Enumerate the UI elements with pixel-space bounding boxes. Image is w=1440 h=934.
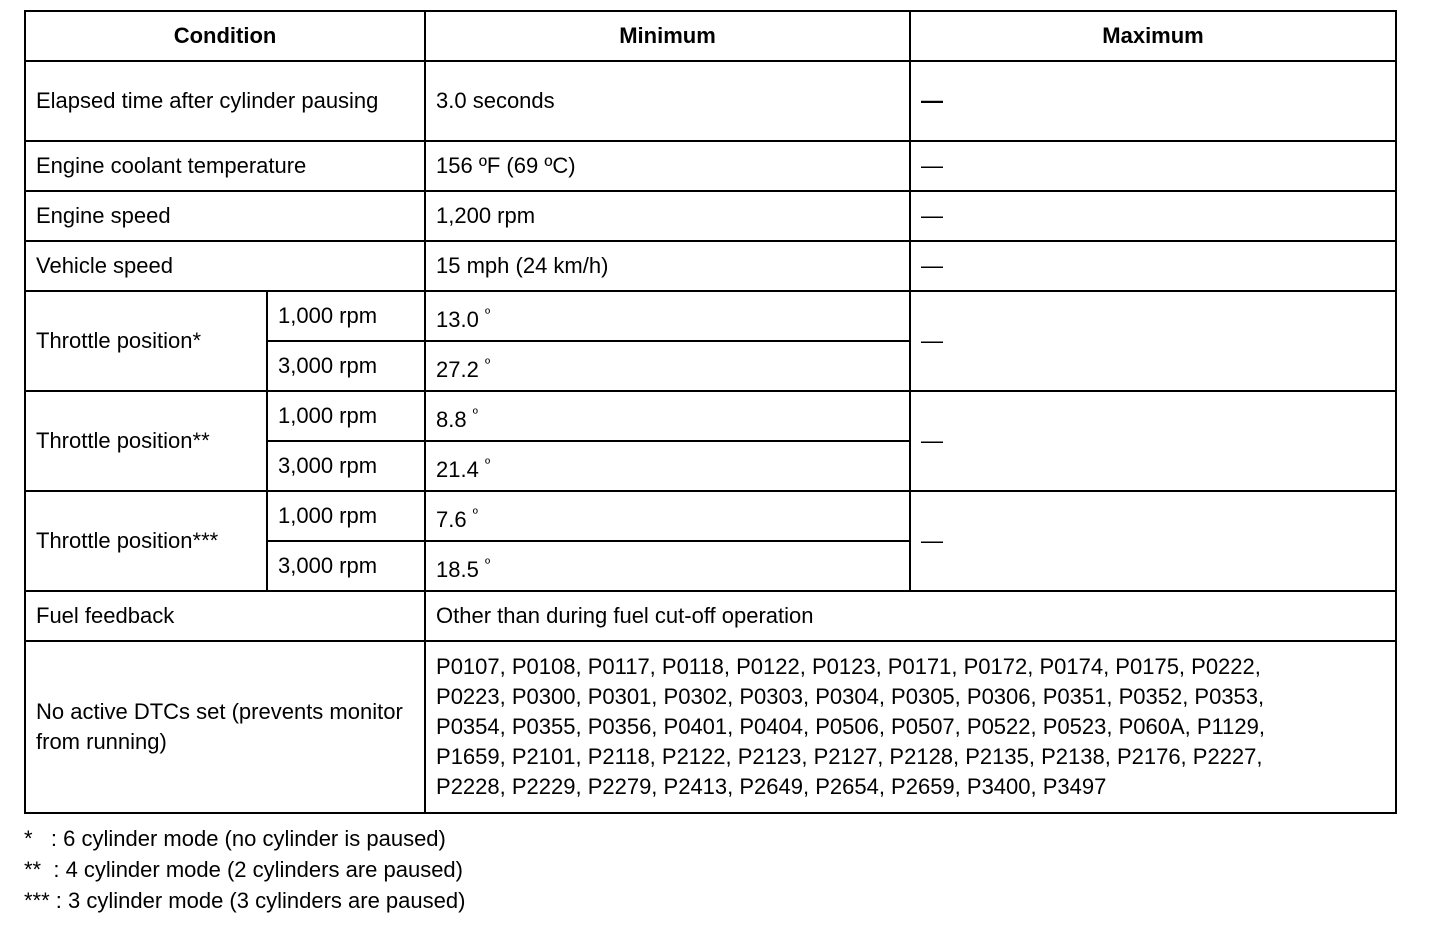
table-row-throttle-4cyl-1000 (25, 391, 1396, 441)
condition-label: No active DTCs set (prevents monitor from running) (25, 641, 425, 813)
angle-value: 21.4 (436, 456, 479, 482)
dtc-list (425, 641, 1396, 813)
table-row-throttle-3cyl-1000 (25, 491, 1396, 541)
maximum-value: — (910, 61, 1396, 141)
dtc-line: P0223, P0300, P0301, P0302, P0303, P0304, P0305, P0306, P0351, P0352, P0353, (436, 684, 1265, 709)
table-row-coolant-temp (25, 141, 1396, 191)
rpm-label: 1,000 rpm (267, 491, 425, 541)
table-row-vehicle-speed (25, 241, 1396, 291)
maximum-value: — (910, 141, 1396, 191)
maximum-value: — (910, 241, 1396, 291)
rpm-label: 3,000 rpm (267, 541, 425, 591)
degree-symbol: º (484, 554, 491, 571)
maximum-value: — (910, 491, 1396, 591)
footnotes (24, 823, 465, 916)
maximum-value: — (910, 291, 1396, 391)
dtc-line: P0107, P0108, P0117, P0118, P0122, P0123, P0171, P0172, P0174, P0175, P0222, (436, 654, 1261, 679)
minimum-value (425, 441, 910, 491)
minimum-value: 156 ºF (69 ºC) (425, 141, 910, 191)
table-row-elapsed-time (25, 61, 1396, 141)
footnote-4-cylinder: ** : 4 cylinder mode (2 cylinders are paused) (24, 857, 463, 882)
rpm-label: 3,000 rpm (267, 341, 425, 391)
footnote-6-cylinder: * : 6 cylinder mode (no cylinder is paused) (24, 826, 446, 851)
header-row (25, 11, 1396, 61)
rpm-label: 1,000 rpm (267, 291, 425, 341)
dtc-line: P1659, P2101, P2118, P2122, P2123, P2127, P2128, P2135, P2138, P2176, P2227, (436, 744, 1263, 769)
minimum-value: 3.0 seconds (425, 61, 910, 141)
header-minimum: Minimum (425, 11, 910, 61)
minimum-value: 1,200 rpm (425, 191, 910, 241)
table-row-fuel-feedback (25, 591, 1396, 641)
table-row-throttle-6cyl-1000 (25, 291, 1396, 341)
rpm-label: 1,000 rpm (267, 391, 425, 441)
condition-label: Engine speed (25, 191, 425, 241)
minimum-value (425, 291, 910, 341)
rpm-label: 3,000 rpm (267, 441, 425, 491)
table-row-engine-speed (25, 191, 1396, 241)
condition-label: Throttle position* (25, 291, 267, 391)
condition-label: Engine coolant temperature (25, 141, 425, 191)
minimum-value (425, 341, 910, 391)
angle-value: 18.5 (436, 556, 479, 582)
condition-label: Throttle position*** (25, 491, 267, 591)
angle-value: 8.8 (436, 406, 467, 432)
minimum-value (425, 541, 910, 591)
minimum-value (425, 391, 910, 441)
degree-symbol: º (484, 354, 491, 371)
degree-symbol: º (472, 504, 478, 521)
minimum-value: 15 mph (24 km/h) (425, 241, 910, 291)
minimum-value (425, 491, 910, 541)
angle-value: 7.6 (436, 506, 467, 532)
condition-label: Throttle position** (25, 391, 267, 491)
conditions-table (24, 10, 1397, 814)
angle-value: 13.0 (436, 306, 479, 332)
fuel-feedback-value: Other than during fuel cut-off operation (425, 591, 1396, 641)
angle-value: 27.2 (436, 356, 479, 382)
header-condition: Condition (25, 11, 425, 61)
condition-label: Fuel feedback (25, 591, 425, 641)
dtc-line: P0354, P0355, P0356, P0401, P0404, P0506, P0507, P0522, P0523, P060A, P1129, (436, 714, 1265, 739)
degree-symbol: º (484, 304, 491, 321)
footnote-3-cylinder: *** : 3 cylinder mode (3 cylinders are paused) (24, 888, 466, 913)
degree-symbol: º (484, 454, 491, 471)
maximum-value: — (910, 391, 1396, 491)
condition-label: Elapsed time after cylinder pausing (25, 61, 425, 141)
maximum-value: — (910, 191, 1396, 241)
dtc-line: P2228, P2229, P2279, P2413, P2649, P2654, P2659, P3400, P3497 (436, 774, 1107, 799)
header-maximum: Maximum (910, 11, 1396, 61)
table-row-no-active-dtcs (25, 641, 1396, 813)
degree-symbol: º (472, 404, 478, 421)
condition-label: Vehicle speed (25, 241, 425, 291)
